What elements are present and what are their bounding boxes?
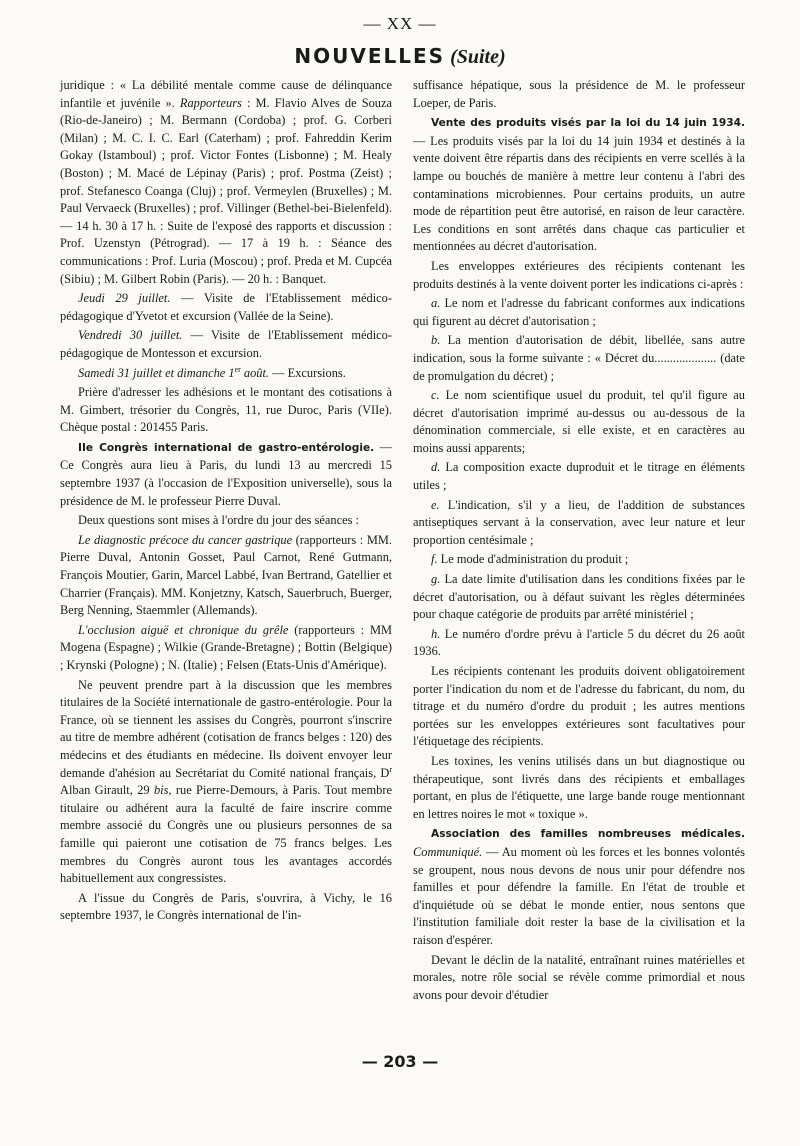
paragraph — [60, 77, 392, 288]
date: Jeudi 29 juillet. — [78, 291, 171, 306]
list-item — [413, 551, 745, 569]
section-heading: IIe Congrès international de gastro-entérologie. — [78, 441, 375, 454]
paragraph — [60, 622, 392, 675]
list-label: g. — [431, 572, 441, 587]
list-item — [413, 295, 745, 330]
paragraph: Devant le déclin de la natalité, entraînant ruines matérielles et morales, notre rôle social se révèle comme primordial et nous avons pour devoir d'étudier — [413, 952, 745, 1002]
paragraph — [60, 365, 392, 383]
list-label: a. — [431, 296, 441, 311]
text: La composition exacte duproduit et le titrage en éléments utiles ; — [413, 460, 745, 493]
left-column — [60, 77, 392, 927]
text: — Visite de l'Etablissement médico-pédagogique de Montesson et excursion. — [60, 328, 392, 360]
paragraph — [413, 114, 745, 256]
rapporteurs-label: Rapporteurs — [179, 95, 242, 110]
list-item — [413, 571, 745, 624]
text: , rue Pierre-Demours, à Paris. Tout membre titulaire ou adhérent aura la faculté de faire inscrire comme membre associé du Congrès une ou plusieurs personnes de sa famille qui paieront une cotisation de 75 francs belges. Les membres du Congrès auront tous les avantages accordés habituellement aux congressistes. — [60, 783, 392, 886]
section-heading: Vente des produits visés par la loi du 14 juin 1934. — [431, 117, 745, 130]
section-heading: Association des familles nombreuses médicales. — [431, 828, 745, 841]
list-item — [413, 497, 745, 550]
text: L'indication, s'il y a lieu, de l'addition de substances antiseptiques servant à la conservation, avec leur nature et leur proportion centésimale ; — [413, 497, 745, 547]
page-roman-numeral: — XX — — [363, 14, 437, 33]
superscript: er — [234, 364, 241, 374]
text: Le nom scientifique usuel du produit, tel qu'il figure au décret d'autorisation imprimé au-dessus ou au-dessous de la dénomination commerciale, si elle existe, et en caractères au moins aussi apparents; — [413, 388, 745, 455]
list-item — [413, 459, 745, 494]
text: Le nom et l'adresse du fabricant conformes aux indications qui figurent au décret d'autorisation ; — [413, 296, 745, 328]
page-number: — 203 — — [361, 1052, 439, 1071]
text: La mention d'autorisation de débit, libellée, sans autre indication, sous la forme suivante : « Décret du.................... (date de promulgation du décret) ; — [413, 333, 745, 383]
paragraph: Prière d'adresser les adhésions et le montant des cotisations à M. Gimbert, trésorier du Congrès, 11, rue Duroc, Paris (VIIe). Chèque postal : 201455 Paris. — [60, 385, 392, 435]
paragraph — [60, 290, 392, 325]
text: bis — [153, 783, 169, 798]
list-label: e. — [431, 497, 440, 512]
text: (rapporteurs : MM Mogena (Espagne) ; Wilkie (Grande-Bretagne) ; Bottin (Belgique) ; Krynski (Pologne) ; N. (Italie) ; Felsen (Etats-Unis d'Amérique). — [60, 622, 392, 672]
paragraph — [60, 677, 392, 888]
paragraph — [60, 439, 392, 510]
paragraph — [413, 825, 745, 949]
page-title — [0, 44, 800, 69]
list-item — [413, 387, 745, 457]
paragraph: A l'issue du Congrès de Paris, s'ouvrira, à Vichy, le 16 septembre 1937, le Congrès international de l'in- — [60, 890, 392, 923]
topic-title: Le diagnostic précoce du cancer gastrique — [78, 532, 293, 547]
paragraph — [60, 532, 392, 620]
list-label: f. — [431, 552, 438, 567]
text: (rapporteurs : MM. Pierre Duval, Antonin Gosset, Paul Carnot, René Gutmann, François Moutier, Garin, Marcel Labbé, Ivan Bertrand, Gatellier et Charrier (Français). MM. Konjetzny, Katsch, Sauerbruch, Buerger, Berg Nenning, Staemmler (Allemands). — [60, 532, 392, 618]
paragraph: Deux questions sont mises à l'ordre du jour des séances : — [78, 513, 359, 528]
date: août. — [243, 365, 270, 380]
superscript: r — [389, 764, 392, 774]
paragraph: Les récipients contenant les produits doivent obligatoirement porter l'indication du nom et de l'adresse du fabricant, du nom, du titrage et du numéro d'ordre du produit ; les autres mentions portées sur les enveloppes extérieures sont facultatives pour l'étiquetage des récipients. — [413, 664, 745, 749]
right-column — [413, 77, 745, 1006]
communique-label: Communiqué. — [413, 844, 483, 859]
text: Alban Girault, — [60, 783, 133, 798]
date: Samedi 31 juillet et dimanche 1 — [78, 365, 235, 380]
text: Le numéro d'ordre prévu à l'article 5 du décret du 26 août 1936. — [413, 626, 745, 659]
paragraph: Les enveloppes extérieures des récipients contenant les produits destinés à la vente doivent porter les indications ci-après : — [413, 258, 745, 291]
paragraph — [60, 327, 392, 362]
text: 29 — [137, 783, 150, 798]
text: juridique : « La débilité mentale comme cause de délinquance infantile et juvénile ». — [60, 78, 392, 110]
list-item — [413, 332, 745, 385]
date: Vendredi 30 juillet. — [78, 328, 183, 343]
page-title-main: NOUVELLES — [294, 44, 446, 68]
list-label: b. — [431, 333, 441, 348]
paragraph: suffisance hépatique, sous la présidence de M. le professeur Loeper, de Paris. — [413, 78, 745, 110]
text: : M. Flavio Alves de Souza (Rio-de-Janeiro) ; M. Bermann (Cordoba) ; prof. G. Corberi (Milan) ; M. C. I. C. Earl (Caterham) ; prof. Fahreddin Kerim Gokay (Istamboul) ; prof. Victor Fontes (Lisbonne) ; M. Healy (Boston) ; M. Macé de Lépinay (Paris) ; prof. Postma (Zeist) ; prof. Stefanesco Coanga (Cluj) ; prof. Vermeylen (Bruxelles) ; M. Paul Vervaeck (Bruxelles) ; prof. Villinger (Bethel-bei-Bielenfeld). — 14 h. 30 à 17 h. : Suite de l'exposé des rapports et discussion : Prof. Uzenstyn (Pétrograd). — 17 à 19 h. : Séance des communications : Prof. Luria (Moscou) ; prof. Preda et M. Cupcéa (Sibiu) ; M. Gilbert Robin (Paris). — 20 h. : Banquet. — [60, 95, 392, 286]
text: Ne peuvent prendre part à la discussion que les membres titulaires de la Société internationale de gastro-entérologie. Pour la France, où se tiennent les assises du Congrès, pourront s'inscrire au titre de membre adhérent (cotisation de francs belges : 120) des médecins et des étudiants en médecine. Ils doivent envoyer leur demande d'ahésion au Secrétariat du Comité national français, D — [60, 677, 392, 780]
list-label: h. — [431, 626, 441, 641]
text: Le mode d'administration du produit ; — [440, 552, 629, 567]
text: — Les produits visés par la loi du 14 juin 1934 et destinés à la vente doivent être répartis dans des récipients en verre scellés à la lampe ou bouchés de manière à mettre leur contenu à l'abri des contaminations microbiennes. Pour certains produits, un autre mode de répartition peut être autorisé, en raison de leur caractère. Les conditions en sont arrêtés dans chaque cas particulier et mentionnées au décret d'autorisation. — [413, 133, 745, 254]
page-title-suffix: (Suite) — [450, 46, 506, 68]
text: — Ce Congrès aura lieu à Paris, du lundi 13 au mercredi 15 septembre 1937 (à l'occasion de l'Exposition universelle), sous la présidence de M. le professeur Pierre Duval. — [60, 439, 392, 508]
text: — Excursions. — [272, 365, 346, 380]
paragraph: Les toxines, les venins utilisés dans un but diagnostique ou thérapeutique, sont livrés dans des récipients et emballages portant, en plus de l'étiquette, une large bande rouge mentionnant en lettres noires le mot « toxique ». — [413, 753, 745, 821]
text: — Au moment où les forces et les bonnes volontés se groupent, nous nous devons de nous unir pour défendre nos familles et pour défendre la famille. En l'état de trouble et d'inquiétude où se débat le monde entier, nous sentons que l'institution familiale doit rester la base de la civilisation et la raison d'espérer. — [413, 844, 745, 947]
topic-title: L'occlusion aiguë et chronique du grêle — [78, 622, 289, 637]
list-item — [413, 626, 745, 661]
text: — Visite de l'Etablissement médico-pédagogique d'Yvetot et excursion (Vallée de la Seine). — [60, 291, 392, 323]
list-label: c. — [431, 388, 440, 403]
list-label: d. — [431, 460, 441, 475]
text: La date limite d'utilisation dans les conditions fixées par le décret d'autorisation, ou à défaut suivant les règles déterminées pour chaque catégorie de produits par arrêté ministériel ; — [413, 572, 745, 622]
